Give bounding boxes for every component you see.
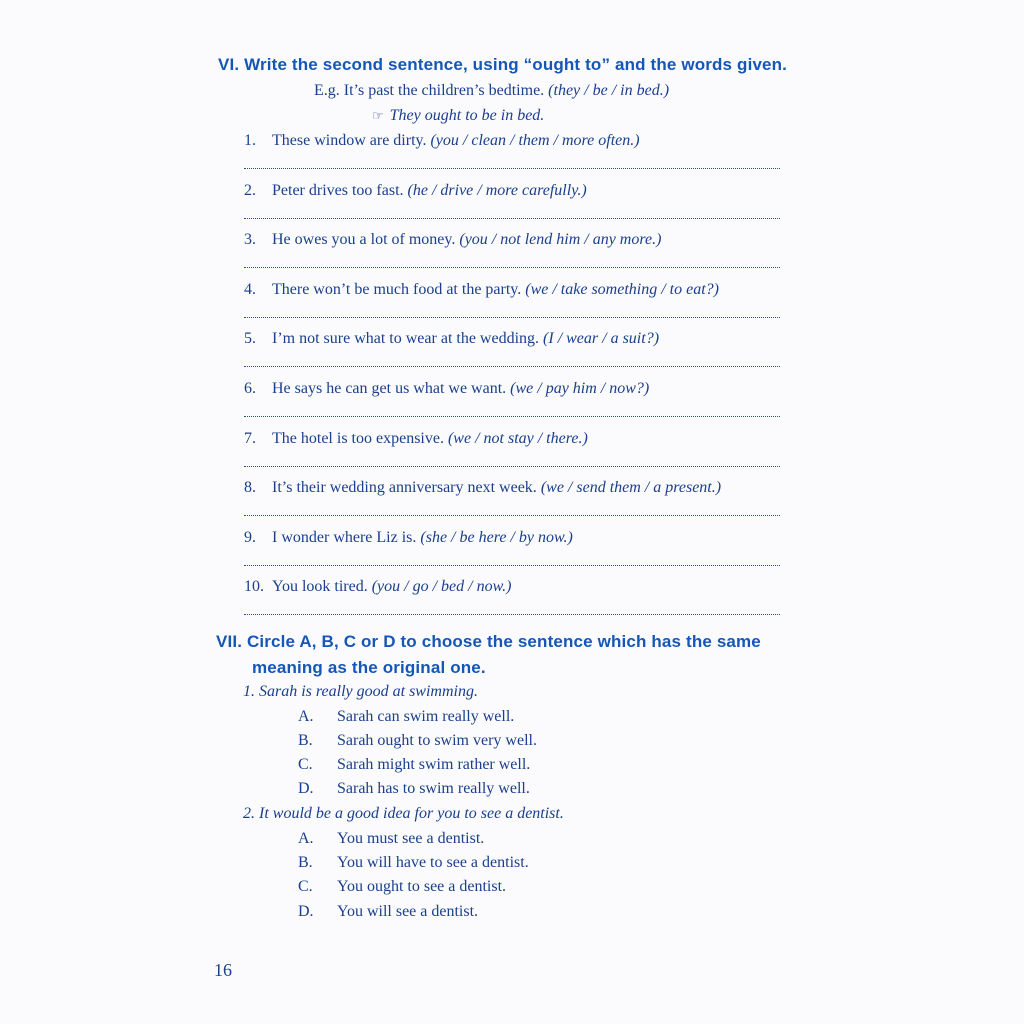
question-number: 2.: [244, 182, 256, 199]
option-letter: D.: [298, 903, 314, 920]
question-text: There won’t be much food at the party.: [272, 281, 526, 298]
mc1-option-c[interactable]: [298, 756, 530, 774]
answer-line-9[interactable]: [244, 565, 780, 566]
question-cue: (we / send them / a present.): [540, 479, 722, 496]
option-text: Sarah ought to swim very well.: [337, 732, 537, 749]
question-cue: (we / pay him / now?): [510, 380, 650, 397]
question-cue: (we / take something / to eat?): [525, 281, 719, 298]
question-cue: (you / not lend him / any more.): [459, 231, 662, 248]
question-cue: (you / clean / them / more often.): [430, 132, 640, 149]
question-7: [244, 430, 588, 448]
option-text: Sarah has to swim really well.: [337, 780, 530, 797]
question-10: [244, 578, 511, 596]
mc-question-1: 1. Sarah is really good at swimming.: [243, 683, 478, 700]
option-text: Sarah might swim rather well.: [337, 756, 531, 773]
question-number: 3.: [244, 231, 256, 248]
question-5: [244, 330, 659, 348]
page-number: 16: [214, 960, 232, 980]
answer-line-3[interactable]: [244, 267, 780, 268]
question-cue: (I / wear / a suit?): [543, 330, 660, 347]
section-7-heading-line2: meaning as the original one.: [252, 658, 486, 677]
section-7-heading-line1: VII. Circle A, B, C or D to choose the sentence which has the same: [216, 632, 761, 651]
question-text: He owes you a lot of money.: [272, 231, 460, 248]
question-text: He says he can get us what we want.: [272, 380, 511, 397]
answer-line-8[interactable]: [244, 515, 780, 516]
answer-line-7[interactable]: [244, 466, 780, 467]
question-number: 7.: [244, 430, 256, 447]
mc1-option-d[interactable]: [298, 780, 530, 798]
mc2-option-d[interactable]: [298, 903, 478, 921]
question-text: It’s their wedding anniversary next week.: [272, 479, 541, 496]
option-text: You must see a dentist.: [337, 830, 485, 847]
question-1: [244, 132, 640, 150]
question-6: [244, 380, 649, 398]
question-number: 1.: [244, 132, 256, 149]
option-letter: D.: [298, 780, 314, 797]
example-prefix: E.g. It’s past the children’s bedtime.: [314, 82, 549, 99]
mc1-option-a[interactable]: [298, 708, 514, 726]
pointing-hand-icon: ☞: [372, 108, 384, 123]
mc2-option-c[interactable]: [298, 878, 506, 896]
mc2-option-b[interactable]: [298, 854, 529, 872]
question-cue: (we / not stay / there.): [447, 430, 588, 447]
question-number: 10.: [244, 578, 264, 595]
question-text: These window are dirty.: [272, 132, 431, 149]
question-text: Peter drives too fast.: [272, 182, 408, 199]
mc-question-2: 2. It would be a good idea for you to see a dentist.: [243, 805, 564, 822]
answer-line-6[interactable]: [244, 416, 780, 417]
question-text: The hotel is too expensive.: [272, 430, 448, 447]
question-text: I wonder where Liz is.: [272, 529, 421, 546]
answer-line-2[interactable]: [244, 218, 780, 219]
answer-line-5[interactable]: [244, 366, 780, 367]
option-text: You will have to see a dentist.: [337, 854, 529, 871]
section-6-heading: VI. Write the second sentence, using “ought to” and the words given.: [218, 55, 788, 74]
answer-line-4[interactable]: [244, 317, 780, 318]
question-number: 5.: [244, 330, 256, 347]
mc2-option-a[interactable]: [298, 830, 484, 848]
question-cue: (you / go / bed / now.): [371, 578, 512, 595]
option-letter: C.: [298, 878, 313, 895]
mc1-option-b[interactable]: [298, 732, 537, 750]
question-8: [244, 479, 721, 497]
example-cue: (they / be / in bed.): [548, 82, 670, 99]
question-number: 9.: [244, 529, 256, 546]
answer-line-1[interactable]: [244, 168, 780, 169]
answer-line-10[interactable]: [244, 614, 780, 615]
question-text: I’m not sure what to wear at the wedding.: [272, 330, 544, 347]
question-cue: (she / be here / by now.): [420, 529, 573, 546]
option-letter: A.: [298, 830, 314, 847]
question-text: You look tired.: [272, 578, 372, 595]
example-line: [314, 82, 669, 100]
question-number: 4.: [244, 281, 256, 298]
question-4: [244, 281, 719, 299]
question-3: [244, 231, 661, 249]
option-letter: A.: [298, 708, 314, 725]
example-answer-line: [372, 107, 544, 125]
option-letter: C.: [298, 756, 313, 773]
question-9: [244, 529, 573, 547]
question-number: 6.: [244, 380, 256, 397]
option-text: You ought to see a dentist.: [337, 878, 507, 895]
option-text: You will see a dentist.: [337, 903, 479, 920]
question-number: 8.: [244, 479, 256, 496]
example-answer: They ought to be in bed.: [389, 107, 545, 124]
option-text: Sarah can swim really well.: [337, 708, 515, 725]
question-2: [244, 182, 587, 200]
option-letter: B.: [298, 732, 313, 749]
question-cue: (he / drive / more carefully.): [407, 182, 587, 199]
option-letter: B.: [298, 854, 313, 871]
